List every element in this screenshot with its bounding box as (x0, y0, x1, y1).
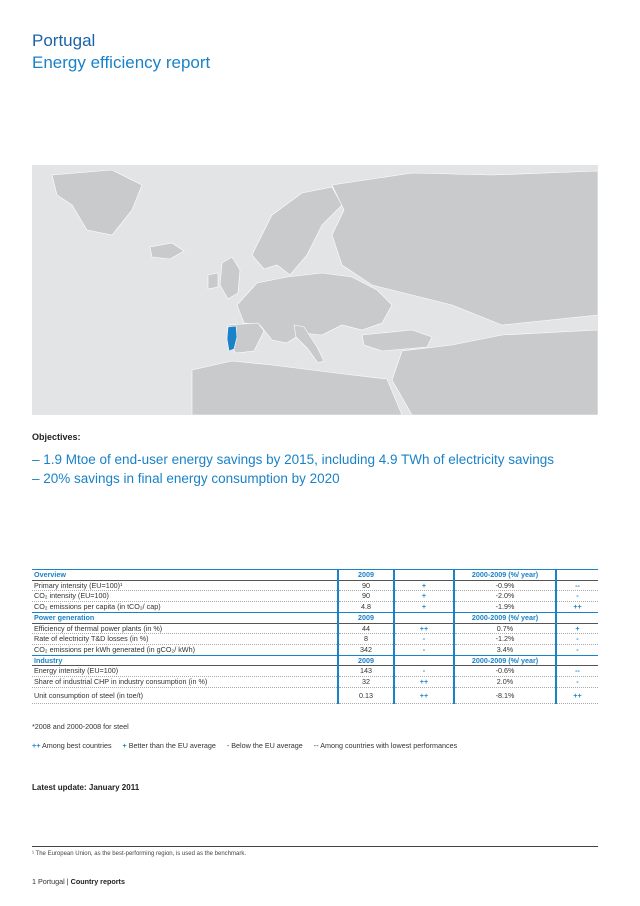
report-subtitle: Energy efficiency report (32, 53, 211, 72)
year-header: 2009 (338, 612, 394, 623)
indicators-table (32, 569, 598, 704)
legend-symbol: + (122, 741, 127, 750)
europe-map-graphic (32, 165, 598, 415)
trend-symbol: -- (556, 666, 598, 677)
year-header: 2009 (338, 655, 394, 666)
indicators-table-wrap (32, 569, 598, 704)
change-value: -0.6% (454, 666, 556, 677)
table-row (32, 591, 598, 602)
section-title: Overview (32, 570, 338, 581)
objectives-list (32, 451, 602, 489)
table-row (32, 623, 598, 634)
europe-map (32, 165, 598, 415)
change-value: -1.2% (454, 634, 556, 645)
rank-symbol: ++ (394, 687, 454, 703)
trend-symbol: + (556, 623, 598, 634)
objective-item: – 1.9 Mtoe of end-user energy savings by 2015, including 4.9 TWh of electricity savings (32, 452, 555, 467)
rank-symbol: - (394, 634, 454, 645)
rank-symbol: ++ (394, 623, 454, 634)
legend-item-below (227, 741, 303, 750)
table-footnote: *2008 and 2000-2008 for steel (32, 722, 129, 731)
legend (32, 741, 466, 750)
indicator-label: Energy intensity (EU=100) (32, 666, 338, 677)
rank-symbol: + (394, 591, 454, 602)
indicator-value: 32 (338, 677, 394, 688)
indicator-label: Unit consumption of steel (in toe/t) (32, 687, 338, 703)
trend-symbol: - (556, 591, 598, 602)
objective-item: – 20% savings in final energy consumption by 2020 (32, 471, 340, 486)
change-value: 0.7% (454, 623, 556, 634)
trend-symbol: - (556, 677, 598, 688)
table-row (32, 580, 598, 591)
rank-symbol: + (394, 580, 454, 591)
indicator-label: CO₂ intensity (EU=100) (32, 591, 338, 602)
rank-symbol: ++ (394, 677, 454, 688)
legend-symbol: -- (313, 741, 319, 750)
table-section-header (32, 570, 598, 581)
indicator-label: Efficiency of thermal power plants (in %) (32, 623, 338, 634)
legend-text: Better than the EU average (128, 741, 216, 750)
page-footer (32, 877, 125, 886)
period-header: 2000-2009 (%/ year) (454, 655, 556, 666)
objectives-label: Objectives: (32, 432, 81, 442)
change-value: -2.0% (454, 591, 556, 602)
legend-text: Below the EU average (231, 741, 303, 750)
indicator-value: 342 (338, 644, 394, 655)
table-section-header (32, 612, 598, 623)
indicator-value: 44 (338, 623, 394, 634)
change-value: 3.4% (454, 644, 556, 655)
indicator-value: 0.13 (338, 687, 394, 703)
page-number: 1 Portugal (32, 877, 65, 886)
trend-symbol: ++ (556, 687, 598, 703)
trend-symbol: ++ (556, 602, 598, 613)
legend-symbol: - (226, 741, 230, 750)
legend-symbol: ++ (32, 741, 41, 750)
change-value: 2.0% (454, 677, 556, 688)
table-row (32, 666, 598, 677)
indicator-label: Primary intensity (EU=100)¹ (32, 580, 338, 591)
indicator-label: CO₂ emissions per kWh generated (in gCO₂/ kWh) (32, 644, 338, 655)
rank-symbol: + (394, 602, 454, 613)
table-row (32, 687, 598, 703)
indicator-label: Share of industrial CHP in industry consumption (in %) (32, 677, 338, 688)
legend-item-best (32, 741, 112, 750)
indicator-label: CO₂ emissions per capita (in tCO₂/ cap) (32, 602, 338, 613)
legend-text: Among countries with lowest performances (320, 741, 458, 750)
indicator-value: 90 (338, 580, 394, 591)
rank-symbol: - (394, 644, 454, 655)
section-title: Power generation (32, 612, 338, 623)
report-country-title: Portugal (32, 31, 96, 50)
footer-divider (32, 846, 598, 847)
legend-item-better (123, 741, 216, 750)
table-row (32, 602, 598, 613)
indicator-value: 143 (338, 666, 394, 677)
indicator-value: 8 (338, 634, 394, 645)
year-header: 2009 (338, 570, 394, 581)
indicator-label: Rate of electricity T&D losses (in %) (32, 634, 338, 645)
footer-separator: | (66, 877, 69, 886)
table-section-header (32, 655, 598, 666)
indicator-value: 4.8 (338, 602, 394, 613)
rank-symbol: - (394, 666, 454, 677)
change-value: -0.9% (454, 580, 556, 591)
legend-text: Among best countries (42, 741, 112, 750)
trend-symbol: -- (556, 580, 598, 591)
footer-section: Country reports (70, 877, 125, 886)
trend-symbol: - (556, 634, 598, 645)
benchmark-footnote: ¹ The European Union, as the best-performing region, is used as the benchmark. (32, 851, 247, 857)
table-row (32, 644, 598, 655)
change-value: -8.1% (454, 687, 556, 703)
section-title: Industry (32, 655, 338, 666)
table-row (32, 677, 598, 688)
indicator-value: 90 (338, 591, 394, 602)
trend-symbol: - (556, 644, 598, 655)
legend-item-lowest (314, 741, 457, 750)
period-header: 2000-2009 (%/ year) (454, 570, 556, 581)
latest-update: Latest update: January 2011 (32, 783, 140, 792)
table-row (32, 634, 598, 645)
period-header: 2000-2009 (%/ year) (454, 612, 556, 623)
change-value: -1.9% (454, 602, 556, 613)
ireland-shape (208, 273, 218, 289)
